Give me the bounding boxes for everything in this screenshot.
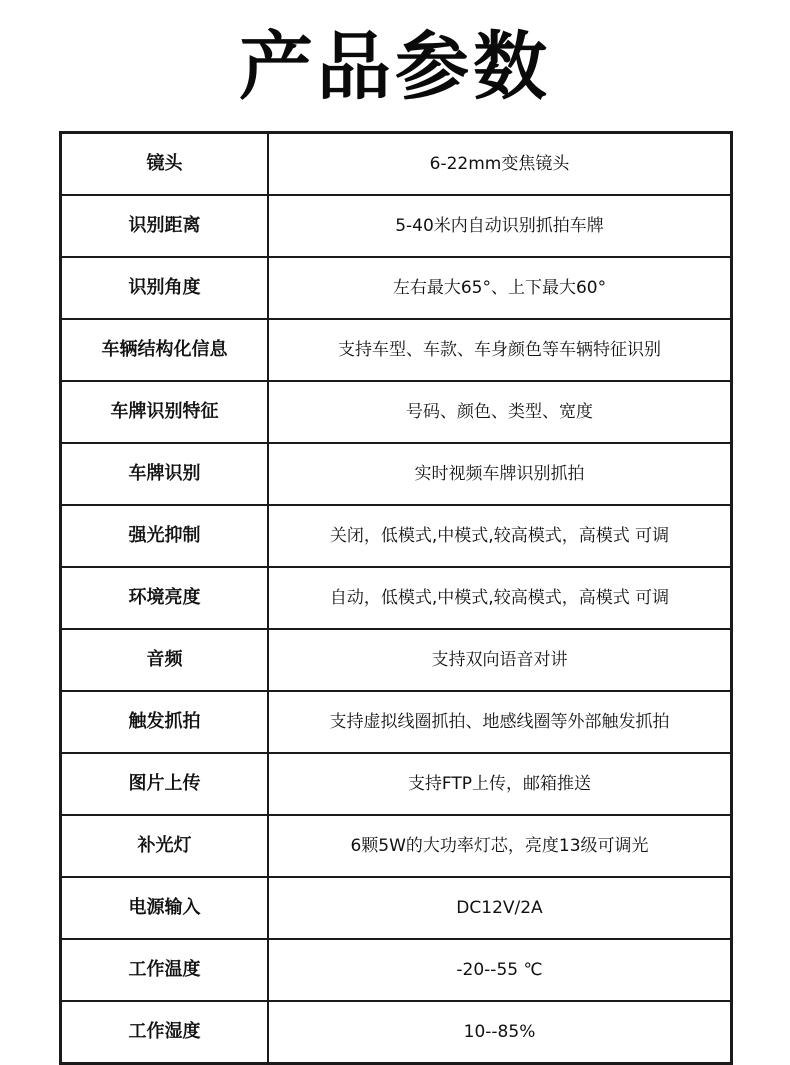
row-value: -20--55 ℃ xyxy=(268,939,732,1001)
table-row xyxy=(61,195,732,257)
page-title: 产品参数 xyxy=(239,24,551,110)
row-label: 工作湿度 xyxy=(61,1001,269,1064)
row-value: 6颗5W的大功率灯芯，亮度13级可调光 xyxy=(268,815,732,877)
table-row xyxy=(61,133,732,196)
row-label: 强光抑制 xyxy=(61,505,269,567)
row-value: 左右最大65°、上下最大60° xyxy=(268,257,732,319)
table-row xyxy=(61,877,732,939)
row-label: 镜头 xyxy=(61,133,269,196)
row-label: 工作温度 xyxy=(61,939,269,1001)
row-value: 关闭，低模式,中模式,较高模式，高模式 可调 xyxy=(268,505,732,567)
row-label: 触发抓拍 xyxy=(61,691,269,753)
row-label: 车牌识别特征 xyxy=(61,381,269,443)
row-value: 自动，低模式,中模式,较高模式，高模式 可调 xyxy=(268,567,732,629)
table-row xyxy=(61,505,732,567)
spec-table xyxy=(59,131,733,1065)
row-label: 识别距离 xyxy=(61,195,269,257)
table-row xyxy=(61,629,732,691)
row-label: 车辆结构化信息 xyxy=(61,319,269,381)
row-value: 支持FTP上传，邮箱推送 xyxy=(268,753,732,815)
table-row xyxy=(61,567,732,629)
row-label: 音频 xyxy=(61,629,269,691)
row-label: 电源输入 xyxy=(61,877,269,939)
row-value: DC12V/2A xyxy=(268,877,732,939)
table-row xyxy=(61,1001,732,1064)
table-row xyxy=(61,443,732,505)
row-value: 支持车型、车款、车身颜色等车辆特征识别 xyxy=(268,319,732,381)
row-value: 实时视频车牌识别抓拍 xyxy=(268,443,732,505)
table-row xyxy=(61,753,732,815)
row-label: 补光灯 xyxy=(61,815,269,877)
row-value: 10--85% xyxy=(268,1001,732,1064)
row-value: 5-40米内自动识别抓拍车牌 xyxy=(268,195,732,257)
row-value: 支持双向语音对讲 xyxy=(268,629,732,691)
row-label: 环境亮度 xyxy=(61,567,269,629)
table-row xyxy=(61,691,732,753)
table-row xyxy=(61,381,732,443)
table-row xyxy=(61,257,732,319)
row-label: 识别角度 xyxy=(61,257,269,319)
row-label: 图片上传 xyxy=(61,753,269,815)
table-row xyxy=(61,939,732,1001)
row-label: 车牌识别 xyxy=(61,443,269,505)
table-row xyxy=(61,319,732,381)
row-value: 6-22mm变焦镜头 xyxy=(268,133,732,196)
table-row xyxy=(61,815,732,877)
row-value: 支持虚拟线圈抓拍、地感线圈等外部触发抓拍 xyxy=(268,691,732,753)
row-value: 号码、颜色、类型、宽度 xyxy=(268,381,732,443)
